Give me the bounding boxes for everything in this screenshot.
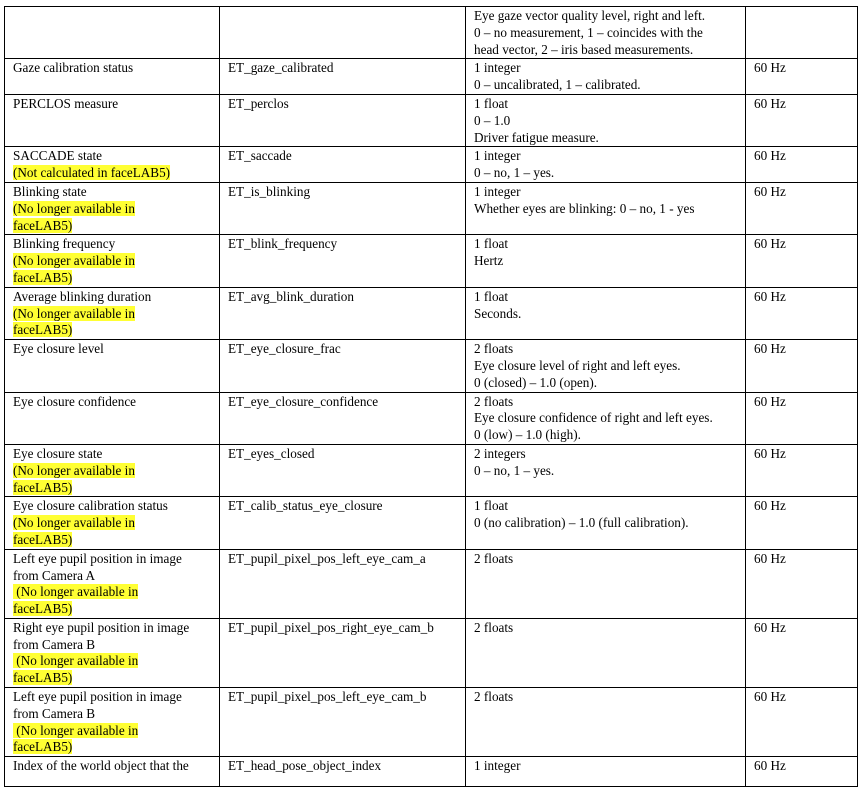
update-rate: 60 Hz [754, 148, 786, 164]
cell-update-rate [746, 444, 858, 496]
update-rate: 60 Hz [754, 550, 786, 566]
availability-note: faceLAB5) [13, 322, 73, 338]
cell-update-rate [746, 549, 858, 618]
availability-note: (No longer available in [13, 200, 135, 216]
signal-name-line: from Camera A [13, 567, 96, 583]
description-line: 1 integer [474, 148, 521, 164]
cell-description [466, 757, 746, 787]
description-line: 1 integer [474, 60, 521, 76]
description-line: Eye gaze vector quality level, right and left. [474, 8, 706, 23]
signal-name-line: Index of the world object that the [13, 758, 189, 774]
description-line: 1 integer [474, 183, 521, 199]
cell-update-rate [746, 688, 858, 757]
table-row [5, 688, 858, 757]
cell-description [466, 688, 746, 757]
cell-update-rate [746, 235, 858, 287]
availability-note: (No longer available in [13, 253, 135, 269]
cell-variable-name [220, 340, 466, 392]
signal-name-line: Right eye pupil position in image [13, 619, 190, 635]
table-body [5, 7, 858, 787]
cell-signal-name [5, 618, 220, 687]
cell-update-rate [746, 287, 858, 339]
description-line: Eye closure level of right and left eyes. [474, 357, 681, 373]
cell-description [466, 287, 746, 339]
table-row [5, 757, 858, 787]
cell-description [466, 340, 746, 392]
description-line: Seconds. [474, 305, 522, 321]
availability-note: (No longer available in [13, 722, 139, 738]
cell-description [466, 392, 746, 444]
cell-description [466, 618, 746, 687]
table-row [5, 59, 858, 95]
description-line: 0 – no, 1 – yes. [474, 462, 555, 478]
description-line: 0 – 1.0 [474, 112, 511, 128]
update-rate: 60 Hz [754, 95, 786, 111]
description-line: Eye closure confidence of right and left eyes. [474, 410, 713, 426]
cell-signal-name [5, 497, 220, 549]
description-line: 1 integer [474, 758, 521, 774]
signal-name-line: from Camera B [13, 705, 96, 721]
availability-note: (No longer available in [13, 515, 135, 531]
table-row [5, 392, 858, 444]
cell-description [466, 182, 746, 234]
update-rate: 60 Hz [754, 445, 786, 461]
cell-signal-name [5, 147, 220, 183]
description-line: 1 float [474, 95, 509, 111]
cell-signal-name [5, 182, 220, 234]
availability-note: faceLAB5) [13, 601, 73, 617]
cell-update-rate [746, 757, 858, 787]
cell-signal-name [5, 444, 220, 496]
availability-note: faceLAB5) [13, 739, 73, 755]
cell-variable-name [220, 147, 466, 183]
update-rate: 60 Hz [754, 498, 786, 514]
table-row [5, 147, 858, 183]
variable-name: ET_calib_status_eye_closure [228, 498, 383, 514]
cell-update-rate [746, 182, 858, 234]
cell-description [466, 59, 746, 95]
variable-name: ET_pupil_pixel_pos_left_eye_cam_a [228, 550, 426, 566]
description-line: 0 (low) – 1.0 (high). [474, 427, 581, 443]
description-line: 2 floats [474, 689, 514, 705]
variable-name: ET_blink_frequency [228, 236, 338, 252]
cell-signal-name [5, 757, 220, 787]
description-line: 2 integers [474, 445, 526, 461]
update-rate: 60 Hz [754, 619, 786, 635]
signal-name-line: Eye closure confidence [13, 393, 137, 409]
cell-update-rate [746, 392, 858, 444]
signal-name-line: SACCADE state [13, 148, 103, 164]
description-line: 0 (no calibration) – 1.0 (full calibration). [474, 515, 689, 531]
description-line: 2 floats [474, 393, 514, 409]
availability-note: faceLAB5) [13, 670, 73, 686]
table-row [5, 497, 858, 549]
cell-signal-name [5, 7, 220, 59]
description-line: 1 float [474, 288, 509, 304]
description-line: 2 floats [474, 619, 514, 635]
cell-update-rate [746, 94, 858, 146]
description-line: 0 (closed) – 1.0 (open). [474, 374, 598, 390]
description-line: head vector, 2 – iris based measurements. [474, 41, 694, 57]
cell-description [466, 444, 746, 496]
cell-description [466, 235, 746, 287]
table-row [5, 287, 858, 339]
variable-name: ET_pupil_pixel_pos_left_eye_cam_b [228, 689, 427, 705]
description-line: 1 float [474, 498, 509, 514]
description-line: 2 floats [474, 341, 514, 357]
cell-signal-name [5, 549, 220, 618]
signal-name-line: Average blinking duration [13, 288, 152, 304]
description-line: Driver fatigue measure. [474, 129, 599, 145]
availability-note: faceLAB5) [13, 269, 73, 285]
signal-name-line: Eye closure state [13, 445, 103, 461]
table-row [5, 94, 858, 146]
description-line: 0 – uncalibrated, 1 – calibrated. [474, 77, 641, 93]
table-row [5, 182, 858, 234]
cell-variable-name [220, 235, 466, 287]
update-rate: 60 Hz [754, 236, 786, 252]
availability-note: (Not calculated in faceLAB5) [13, 165, 171, 181]
availability-note: (No longer available in [13, 653, 139, 669]
description-line: Whether eyes are blinking: 0 – no, 1 - yes [474, 200, 695, 216]
cell-update-rate [746, 59, 858, 95]
table-row [5, 618, 858, 687]
cell-variable-name [220, 757, 466, 787]
cell-update-rate [746, 497, 858, 549]
cell-variable-name [220, 182, 466, 234]
description-line: 1 float [474, 236, 509, 252]
table-row [5, 235, 858, 287]
signal-name-line: Blinking frequency [13, 236, 116, 252]
cell-update-rate [746, 340, 858, 392]
availability-note: faceLAB5) [13, 217, 73, 233]
availability-note: faceLAB5) [13, 531, 73, 547]
description-line: 2 floats [474, 550, 514, 566]
cell-signal-name [5, 340, 220, 392]
variable-name: ET_saccade [228, 148, 292, 164]
signal-name-line: Left eye pupil position in image [13, 550, 182, 566]
cell-update-rate [746, 147, 858, 183]
signal-name-line: Gaze calibration status [13, 60, 134, 76]
signal-name-line: from Camera B [13, 636, 96, 652]
cell-update-rate [746, 618, 858, 687]
update-rate: 60 Hz [754, 288, 786, 304]
update-rate: 60 Hz [754, 758, 786, 774]
table-row [5, 549, 858, 618]
cell-signal-name [5, 59, 220, 95]
signal-name-line: PERCLOS measure [13, 95, 119, 111]
cell-variable-name [220, 549, 466, 618]
cell-signal-name [5, 688, 220, 757]
table-row [5, 340, 858, 392]
description-line: Hertz [474, 253, 504, 269]
cell-signal-name [5, 287, 220, 339]
cell-variable-name [220, 444, 466, 496]
cell-signal-name [5, 235, 220, 287]
signal-name-line: Blinking state [13, 183, 87, 199]
update-rate: 60 Hz [754, 60, 786, 76]
signal-name-line: Left eye pupil position in image [13, 689, 182, 705]
variable-name: ET_eye_closure_confidence [228, 393, 379, 409]
availability-note: (No longer available in [13, 305, 135, 321]
cell-description [466, 147, 746, 183]
cell-description [466, 497, 746, 549]
update-rate: 60 Hz [754, 393, 786, 409]
availability-note: (No longer available in [13, 584, 139, 600]
availability-note: (No longer available in [13, 462, 135, 478]
cell-variable-name [220, 7, 466, 59]
table-row [5, 444, 858, 496]
variable-name: ET_head_pose_object_index [228, 758, 382, 774]
cell-update-rate [746, 7, 858, 59]
variable-name: ET_eye_closure_frac [228, 341, 341, 357]
variable-name: ET_avg_blink_duration [228, 288, 354, 304]
update-rate: 60 Hz [754, 183, 786, 199]
variable-name: ET_pupil_pixel_pos_right_eye_cam_b [228, 619, 434, 635]
cell-variable-name [220, 392, 466, 444]
cell-variable-name [220, 59, 466, 95]
cell-description [466, 7, 746, 59]
description-line: 0 – no measurement, 1 – coincides with the [474, 24, 703, 40]
cell-description [466, 549, 746, 618]
cell-variable-name [220, 688, 466, 757]
cell-variable-name [220, 497, 466, 549]
variable-name: ET_is_blinking [228, 183, 311, 199]
cell-signal-name [5, 392, 220, 444]
cell-signal-name [5, 94, 220, 146]
cell-variable-name [220, 287, 466, 339]
signal-name-line: Eye closure level [13, 341, 104, 357]
signal-name-line: Eye closure calibration status [13, 498, 168, 514]
update-rate: 60 Hz [754, 689, 786, 705]
description-line: 0 – no, 1 – yes. [474, 165, 555, 181]
cell-description [466, 94, 746, 146]
document-page [4, 6, 858, 787]
update-rate: 60 Hz [754, 341, 786, 357]
variable-name: ET_eyes_closed [228, 445, 315, 461]
variable-name: ET_perclos [228, 95, 289, 111]
table-row [5, 7, 858, 59]
variable-name: ET_gaze_calibrated [228, 60, 334, 76]
cell-variable-name [220, 94, 466, 146]
cell-variable-name [220, 618, 466, 687]
availability-note: faceLAB5) [13, 479, 73, 495]
signal-table [4, 6, 858, 787]
